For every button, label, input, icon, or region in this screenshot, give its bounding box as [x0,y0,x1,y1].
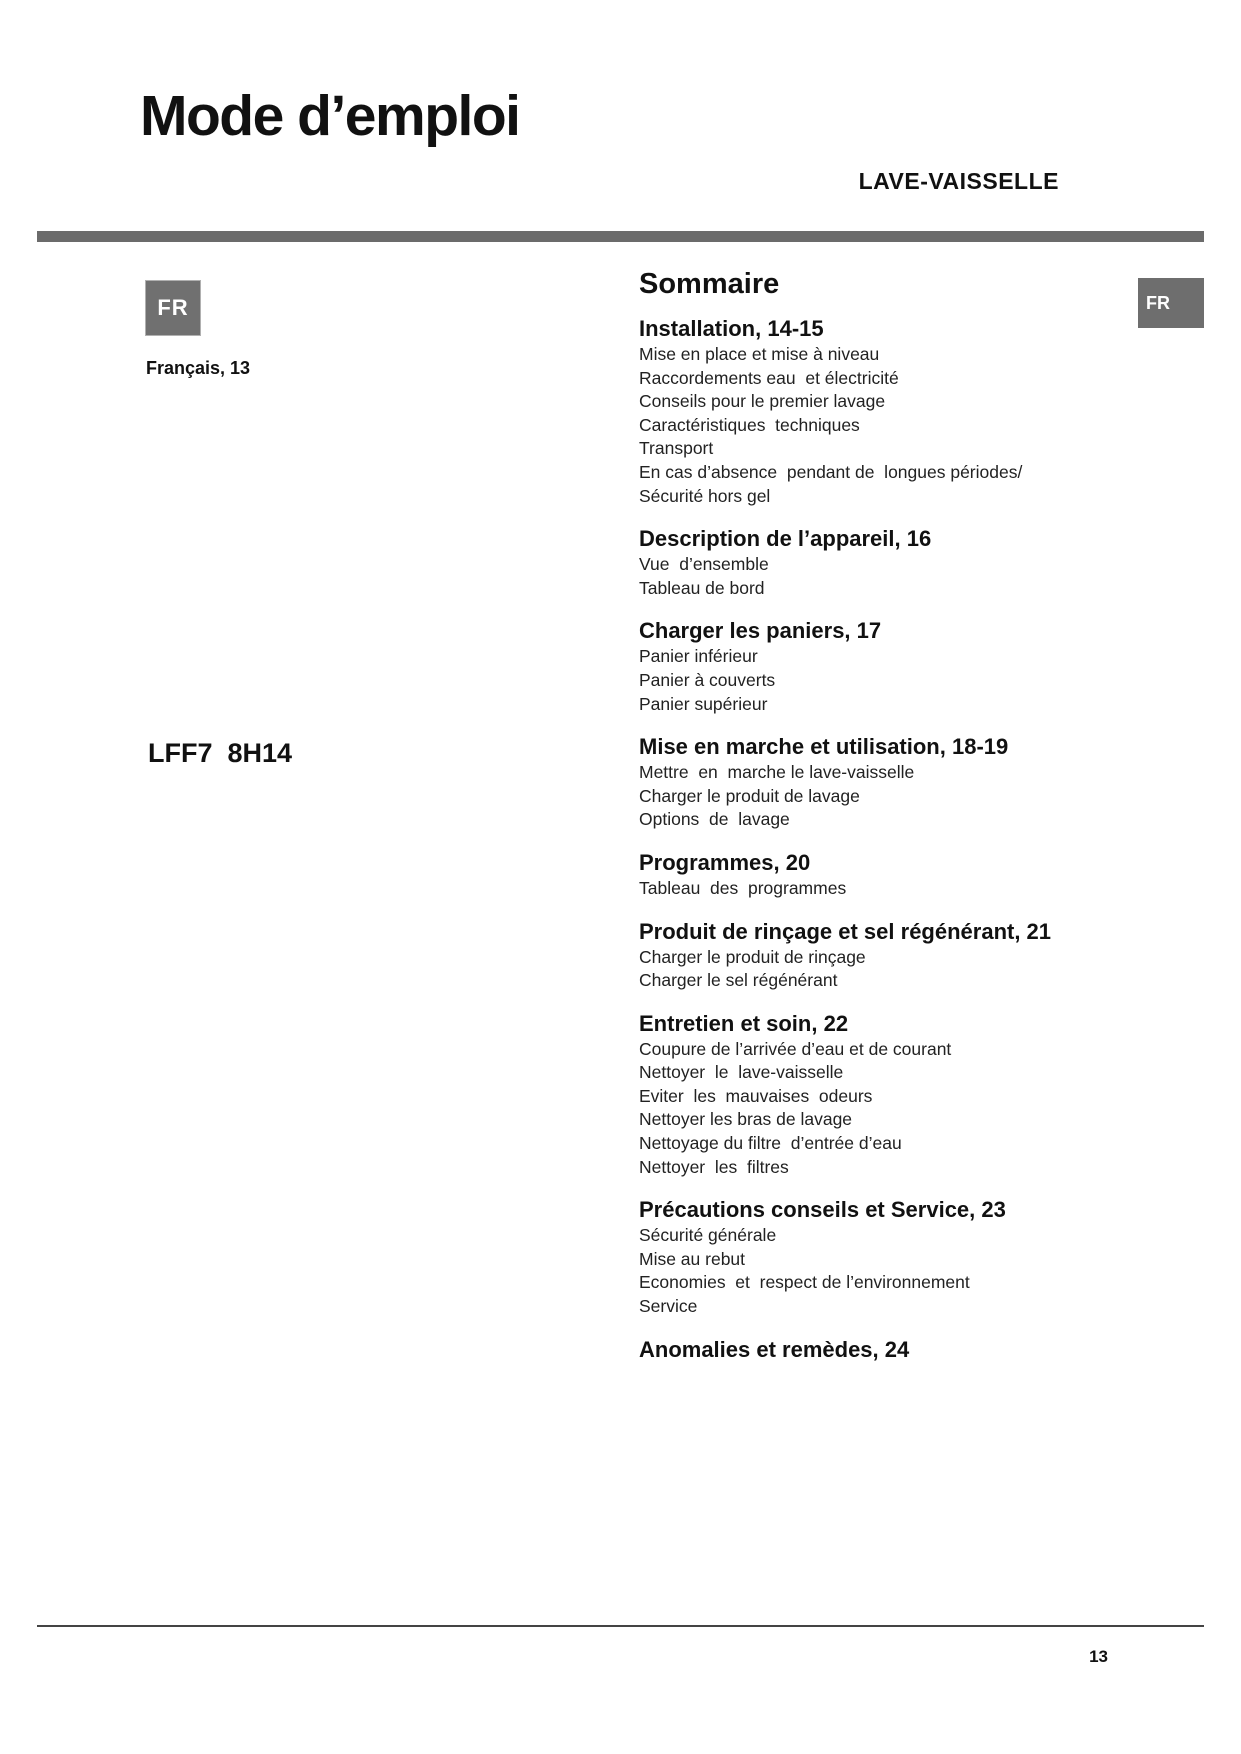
side-language-tab: FR [1138,278,1204,328]
toc-item: Conseils pour le premier lavage [639,391,886,412]
toc-item: Charger le produit de lavage [639,785,860,806]
toc-item: Mise au rebut [639,1248,746,1269]
toc-item: Options de lavage [639,809,790,830]
language-index: Français, 13 [146,358,251,378]
toc-item: Panier à couverts [639,669,776,690]
toc-item: Charger le produit de rinçage [639,946,866,967]
toc-item-list [639,343,1109,508]
toc-section-title: Mise en marche et utilisation, 18-19 [639,734,1009,760]
page-title: Mode d’emploi [140,84,520,148]
toc-item-list [639,946,1109,993]
toc-item: Eviter les mauvaises odeurs [639,1085,873,1106]
page-number: 13 [1089,1647,1108,1666]
toc-item: Raccordements eau et électricité [639,367,899,388]
header-divider [37,231,1204,242]
model-number: LFF7 8H14 [148,738,293,768]
product-type: LAVE-VAISSELLE [858,168,1059,194]
toc-section [639,525,1109,600]
toc-sections [639,315,1109,1364]
toc-section [639,1010,1109,1180]
toc-item: Mise en place et mise à niveau [639,344,880,364]
toc-item: Sécurité générale [639,1225,777,1246]
toc-item: Nettoyer les filtres [639,1156,789,1177]
toc-item: Vue d’ensemble [639,554,769,575]
toc-item: Nettoyer les bras de lavage [639,1109,853,1130]
toc-section-title: Installation, 14-15 [639,316,824,341]
toc-item: Caractéristiques techniques [639,414,860,435]
toc-section [639,918,1109,993]
toc-item: Economies et respect de l’environnement [639,1272,970,1293]
toc-section-title: Produit de rinçage et sel régénérant, 21 [639,918,1052,944]
toc-section-title: Programmes, 20 [639,849,811,875]
toc-section [639,617,1109,716]
toc-item: Charger le sel régénérant [639,970,838,991]
toc-section-title: Description de l’appareil, 16 [639,526,932,552]
toc-section [639,733,1109,832]
toc-item: Coupure de l’arrivée d’eau et de courant [639,1038,952,1059]
toc-section-title: Entretien et soin, 22 [639,1010,849,1036]
toc-item-list [639,761,1109,832]
footer-divider [37,1625,1204,1627]
toc-section-title: Charger les paniers, 17 [639,618,882,644]
toc-item-list [639,553,1109,600]
toc-item-list [639,1038,1109,1180]
toc-item: Transport [639,438,714,459]
toc-item: Tableau des programmes [639,877,847,898]
toc-section-title: Précautions conseils et Service, 23 [639,1197,1006,1223]
toc-item: Nettoyage du filtre d’entrée d’eau [639,1133,902,1154]
table-of-contents [639,268,1109,1381]
toc-section [639,1196,1109,1318]
toc-item: Nettoyer le lave-vaisselle [639,1062,844,1083]
toc-item-list [639,645,1109,716]
toc-item: Panier inférieur [639,646,758,667]
toc-item: Mettre en marche le lave-vaisselle [639,762,915,783]
toc-section-title: Anomalies et remèdes, 24 [639,1336,910,1362]
toc-item: Service [639,1296,698,1317]
toc-item: Panier supérieur [639,693,768,714]
toc-item: Tableau de bord [639,577,765,598]
toc-item: Sécurité hors gel [639,485,771,506]
toc-heading: Sommaire [639,268,780,300]
toc-section [639,315,1109,508]
toc-item-list [639,877,1109,901]
toc-item: En cas d’absence pendant de longues périodes/ [639,461,1023,482]
toc-section [639,849,1109,901]
toc-item-list [639,1224,1109,1318]
language-badge: FR [146,281,200,335]
toc-section [639,1336,1109,1364]
